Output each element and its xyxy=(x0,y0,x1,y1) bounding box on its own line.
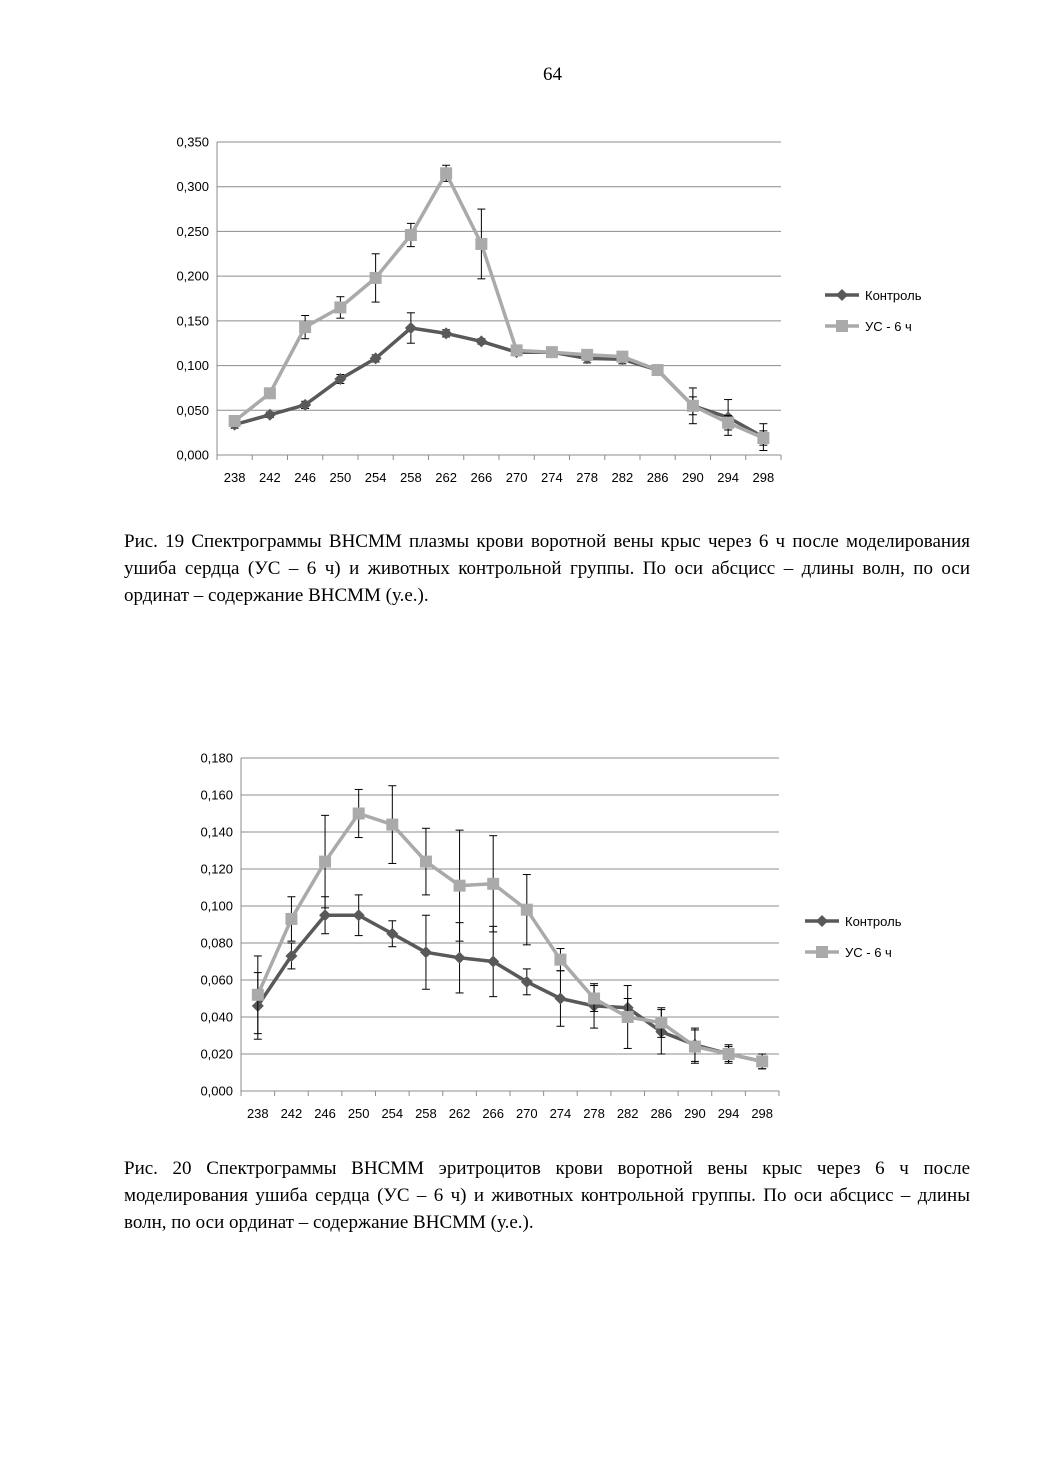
x-tick-label: 290 xyxy=(684,1106,706,1121)
x-tick-label: 270 xyxy=(515,1106,538,1121)
point-us6h xyxy=(264,387,276,399)
point-us6h xyxy=(588,993,600,1005)
series-line-us6h xyxy=(258,814,762,1062)
legend-marker-us6h xyxy=(836,320,848,332)
point-us6h xyxy=(319,856,331,868)
x-tick-label: 266 xyxy=(470,470,493,485)
x-tick-label: 258 xyxy=(400,470,422,485)
point-us6h xyxy=(616,351,628,363)
y-tick-label: 0,100 xyxy=(200,898,233,914)
x-tick-label: 262 xyxy=(435,470,457,485)
x-tick-label: 266 xyxy=(482,1106,505,1121)
y-tick-label: 0,020 xyxy=(200,1046,233,1062)
x-tick-label: 254 xyxy=(364,470,387,485)
legend-marker-us6h xyxy=(816,946,828,958)
point-us6h xyxy=(252,989,264,1001)
legend-label-control: Контроль xyxy=(865,288,922,303)
y-tick-label: 0,000 xyxy=(176,447,209,463)
point-us6h xyxy=(420,856,432,868)
point-us6h xyxy=(405,229,417,241)
point-us6h xyxy=(440,167,452,179)
point-us6h xyxy=(722,417,734,429)
point-us6h xyxy=(386,819,398,831)
point-us6h xyxy=(655,1017,667,1029)
x-tick-label: 242 xyxy=(259,470,281,485)
point-us6h xyxy=(285,913,297,925)
x-tick-label: 270 xyxy=(505,470,528,485)
legend-marker-control xyxy=(836,289,848,301)
x-tick-label: 282 xyxy=(616,1106,639,1121)
point-us6h xyxy=(546,346,558,358)
x-tick-label: 250 xyxy=(329,470,352,485)
point-control xyxy=(554,993,566,1005)
y-tick-label: 0,040 xyxy=(200,1009,233,1025)
y-tick-label: 0,050 xyxy=(176,402,209,418)
point-us6h xyxy=(353,808,365,820)
y-tick-label: 0,150 xyxy=(176,313,209,329)
x-tick-label: 274 xyxy=(549,1106,572,1121)
x-tick-label: 298 xyxy=(752,470,775,485)
x-tick-label: 262 xyxy=(448,1106,471,1121)
x-tick-label: 294 xyxy=(717,470,739,485)
point-us6h xyxy=(454,880,466,892)
point-us6h xyxy=(554,954,566,966)
chart-erythrocyte-spectrogram xyxy=(0,740,1040,1140)
x-tick-label: 294 xyxy=(717,1106,740,1121)
y-tick-label: 0,200 xyxy=(176,268,209,284)
x-tick-label: 258 xyxy=(415,1106,437,1121)
y-tick-label: 0,080 xyxy=(200,935,233,951)
point-control xyxy=(475,335,487,347)
x-tick-label: 286 xyxy=(646,470,669,485)
y-tick-label: 0,140 xyxy=(200,824,233,840)
y-tick-label: 0,180 xyxy=(200,750,233,766)
x-tick-label: 282 xyxy=(611,470,634,485)
y-tick-label: 0,120 xyxy=(200,861,233,877)
x-tick-label: 238 xyxy=(246,1106,269,1121)
legend-marker-control xyxy=(816,915,828,927)
x-tick-label: 290 xyxy=(682,470,704,485)
point-us6h xyxy=(229,415,241,427)
point-us6h xyxy=(475,238,487,250)
point-control xyxy=(440,327,452,339)
point-us6h xyxy=(756,1055,768,1067)
legend-label-control: Контроль xyxy=(845,914,902,929)
point-us6h xyxy=(334,301,346,313)
x-tick-label: 238 xyxy=(223,470,246,485)
y-tick-label: 0,000 xyxy=(200,1083,233,1099)
figure-caption-20: Рис. 20 Спектрограммы ВНСММ эритроцитов крови воротной вены крыс через 6 ч после моделирования ушиба сердца (УС – 6 ч) и животных контрольной группы. По оси абсцисс – длины волн, по оси ординат – содержание ВНСММ (у.е.). xyxy=(124,1158,970,1233)
y-tick-label: 0,300 xyxy=(176,179,209,195)
point-us6h xyxy=(652,364,664,376)
point-control xyxy=(454,952,466,964)
legend-label-us6h: УС - 6 ч xyxy=(865,319,912,334)
point-us6h xyxy=(511,344,523,356)
point-us6h xyxy=(370,272,382,284)
x-tick-label: 242 xyxy=(280,1106,303,1121)
y-tick-label: 0,350 xyxy=(176,134,209,150)
x-tick-label: 278 xyxy=(583,1106,605,1121)
figure-caption-19: Рис. 19 Спектрограммы ВНСММ плазмы крови воротной вены крыс через 6 ч после моделирования ушиба сердца (УС – 6 ч) и животных контрольной группы. По оси абсцисс – длины волн, по оси ординат – содержание ВНСММ (у.е.). xyxy=(124,531,970,606)
x-tick-label: 250 xyxy=(347,1106,370,1121)
point-us6h xyxy=(757,432,769,444)
point-us6h xyxy=(689,1041,701,1053)
x-tick-label: 246 xyxy=(314,1106,336,1121)
x-tick-label: 246 xyxy=(294,470,316,485)
chart-plasma-spectrogram xyxy=(0,120,1040,500)
y-tick-label: 0,060 xyxy=(200,972,233,988)
legend-label-us6h: УС - 6 ч xyxy=(845,945,892,960)
x-tick-label: 278 xyxy=(576,470,598,485)
x-tick-label: 274 xyxy=(541,470,563,485)
y-tick-label: 0,250 xyxy=(176,223,209,239)
point-us6h xyxy=(723,1048,735,1060)
y-tick-label: 0,160 xyxy=(200,787,233,803)
y-tick-label: 0,100 xyxy=(176,358,209,374)
point-us6h xyxy=(687,400,699,412)
point-us6h xyxy=(299,321,311,333)
series-line-control xyxy=(235,328,764,437)
point-us6h xyxy=(487,878,499,890)
point-us6h xyxy=(581,349,593,361)
point-us6h xyxy=(521,904,533,916)
x-tick-label: 286 xyxy=(650,1106,673,1121)
x-tick-label: 254 xyxy=(381,1106,404,1121)
page-number: 64 xyxy=(543,64,562,85)
point-us6h xyxy=(622,1011,634,1023)
x-tick-label: 298 xyxy=(751,1106,774,1121)
